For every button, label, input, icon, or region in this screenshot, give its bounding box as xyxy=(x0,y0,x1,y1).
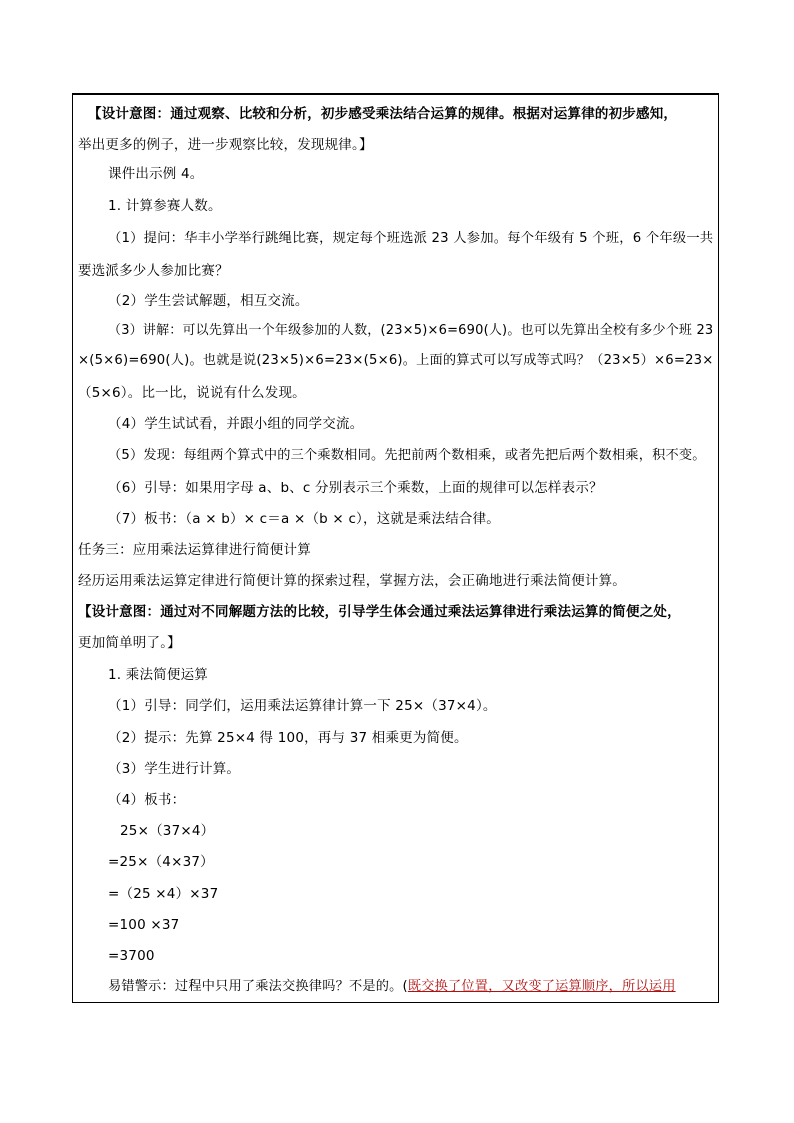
board-step-1: 25×（37×4） xyxy=(120,823,215,839)
step-5-line: （5）发现：每组两个算式中的三个乘数相同。先把前两个数相乘，或者先把后两个数相乘，积不变。 xyxy=(108,448,706,463)
design-intent-line-1: 【设计意图：通过观察、比较和分析，初步感受乘法结合运算的规律。根据对运算律的初步感知， xyxy=(88,106,678,122)
step-4-line: （4）学生试试看，并跟小组的同学交流。 xyxy=(108,416,364,432)
courseware-line: 课件出示例 4。 xyxy=(108,166,204,182)
step-3-line-1: （3）讲解：可以先算出一个年级参加的人数，(23×5)×6=690(人)。也可以先算出全校有多少个班 23 xyxy=(108,323,714,338)
step-1-question-line-2: 要选派多少人参加比赛？ xyxy=(78,263,229,279)
board-step-2: =25×（4×37） xyxy=(108,854,214,870)
board-step-4: =100 ×37 xyxy=(108,917,180,933)
board-step-3: =（25 ×4）×37 xyxy=(108,886,219,902)
error-warning-line xyxy=(108,978,676,996)
board-step-5: =3700 xyxy=(108,948,155,964)
error-warning-prefix: 易错警示：过程中只用了乘法交换律吗？不是的。( xyxy=(108,979,408,994)
section-2-heading: 1. 乘法简便运算 xyxy=(108,667,208,683)
design-intent-2-line-2: 更加简单明了。】 xyxy=(78,635,181,651)
guide-line: （1）引导：同学们，运用乘法运算律计算一下 25×（37×4）。 xyxy=(108,698,497,714)
step-3-line-3: （5×6）。比一比，说说有什么发现。 xyxy=(78,385,306,401)
task-3-description: 经历运用乘法运算定律进行简便计算的探索过程，掌握方法，会正确地进行乘法简便计算。 xyxy=(78,573,626,589)
hint-line: （2）提示：先算 25×4 得 100，再与 37 相乘更为简便。 xyxy=(108,730,468,746)
section-1-heading: 1. 计算参赛人数。 xyxy=(108,198,222,214)
task-3-heading: 任务三：应用乘法运算律进行简便计算 xyxy=(78,542,311,558)
step-7-line: （7）板书：（a × b）× c＝a ×（b × c），这就是乘法结合律。 xyxy=(108,511,501,527)
step-2-line: （2）学生尝试解题，相互交流。 xyxy=(108,293,309,309)
step-3-line-2: ×(5×6)=690(人)。也就是说(23×5)×6=23×(5×6)。上面的算式可以写成等式吗？（23×5）×6=23× xyxy=(78,353,714,368)
design-intent-2-line-1: 【设计意图：通过对不同解题方法的比较，引导学生体会通过乘法运算律进行乘法运算的简便之处， xyxy=(78,604,681,620)
step-6-line: （6）引导：如果用字母 a、b、c 分别表示三个乘数，上面的规律可以怎样表示？ xyxy=(108,480,603,496)
error-warning-highlight: 既交换了位置，又改变了运算顺序，所以运用 xyxy=(407,979,676,994)
student-calc-line: （3）学生进行计算。 xyxy=(108,761,241,777)
design-intent-line-2: 举出更多的例子，进一步观察比较，发现规律。】 xyxy=(78,137,373,153)
step-1-question-line-1: （1）提问：华丰小学举行跳绳比赛，规定每个班选派 23 人参加。每个年级有 5 个班，6 个年级一共 xyxy=(108,231,714,246)
board-heading: （4）板书： xyxy=(108,792,186,808)
